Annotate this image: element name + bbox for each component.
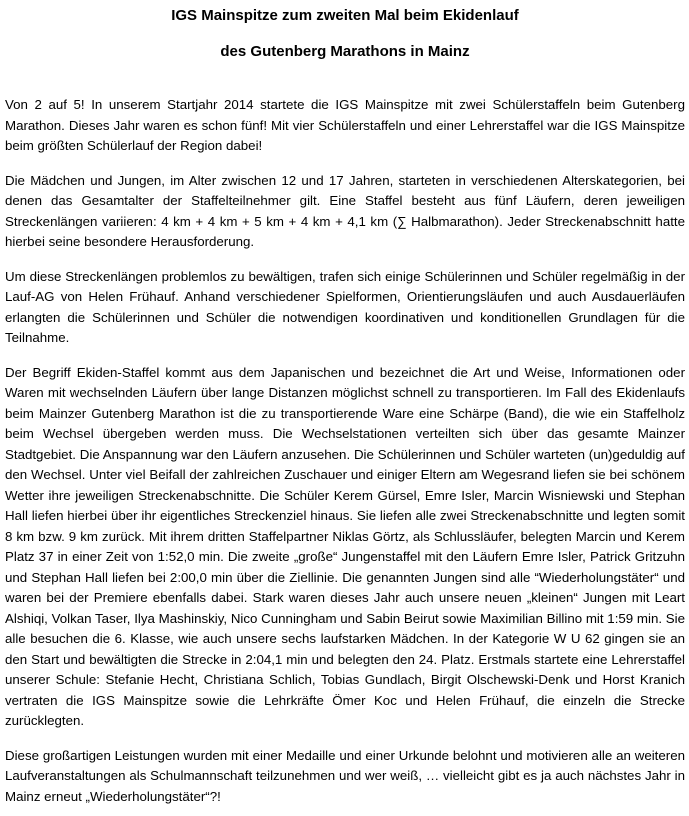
document-body xyxy=(5,95,685,807)
paragraph-race-report: Der Begriff Ekiden-Staffel kommt aus dem Japanischen und bezeichnet die Art und Weise, Informationen oder Waren mit wechselnden Läufern über lange Distanzen möglichst schnell zu transportieren. Im Fall des Ekidenlaufs beim Mainzer Gutenberg Marathon ist die zu transportierende Ware eine Schärpe (Band), die wie ein Staffelholz beim Wechsel übergeben werden muss. Die Wechselstationen verteilten sich über das gesamte Mainzer Stadtgebiet. Die Anspannung war den Läufern anzusehen. Die Schülerinnen und Schüler warteten (un)geduldig auf den Wechsel. Unter viel Beifall der zahlreichen Zuschauer und einiger Eltern am Wegesrand liefen sie bei schönem Wetter ihre jeweiligen Streckenabschnitte. Die Schüler Kerem Gürsel, Emre Isler, Marcin Wisniewski und Stephan Hall liefen hierbei über ihr eigentliches Streckenziel hinaus. Sie liefen alle zwei Streckenabschnitte und legten somit 8 km bzw. 9 km zurück. Mit ihrem dritten Staffelpartner Niklas Görtz, als Schlussläufer, belegten Marcin und Kerem Platz 37 in einer Zeit von 1:52,0 min. Die zweite „große“ Jungenstaffel mit den Läufern Emre Isler, Patrick Gritzuhn und Stephan Hall liefen bei 2:00,0 min über die Ziellinie. Die genannten Jungen sind alle “Wiederholungstäter“ und waren bei der Premiere ebenfalls dabei. Stark waren dieses Jahr auch unsere neuen „kleinen“ Jungen mit Leart Alshiqi, Volkan Taser, Ilya Mashinskiy, Nico Cunningham und Sabin Beirut sowie Maximilian Billino mit 1:59 min. Sie alle besuchen die 6. Klasse, wie auch unsere sechs laufstarken Mädchen. In der Kategorie W U 62 gingen sie an den Start und bewältigten die Strecke in 2:04,1 min und belegten den 24. Platz. Erstmals startete eine Lehrerstaffel unserer Schule: Stefanie Hecht, Christiana Schlich, Tobias Gundlach, Birgit Olschewski-Denk und Horst Kranich vertraten die IGS Mainspitze sowie die Lehrkräfte Ömer Koc und Helen Frühauf, die einzeln die Strecke zurücklegten. xyxy=(5,364,685,728)
document-title-line-2: des Gutenberg Marathons in Mainz xyxy=(220,43,470,60)
paragraph-intro: Von 2 auf 5! In unserem Startjahr 2014 startete die IGS Mainspitze mit zwei Schülerstaffeln beim Gutenberg Marathon. Dieses Jahr waren es schon fünf! Mit vier Schülerstaffeln und einer Lehrerstaffel war die IGS Mainspitze beim größten Schülerlauf der Region dabei! xyxy=(5,97,685,153)
paragraph-categories: Die Mädchen und Jungen, im Alter zwischen 12 und 17 Jahren, starteten in verschiedenen Alterskategorien, bei denen das Gesamtalter der Staffelteilnehmer gilt. Eine Staffel besteht aus fünf Läufern, deren jeweiligen Streckenlängen variieren: 4 km + 4 km + 5 km + 4 km + 4,1 km (∑ Halbmarathon). Jeder Streckenabschnitt hatte hierbei seine besondere Herausforderung. xyxy=(5,172,685,249)
document-title-line-1: IGS Mainspitze zum zweiten Mal beim Ekidenlauf xyxy=(171,7,519,24)
paragraph-conclusion: Diese großartigen Leistungen wurden mit einer Medaille und einer Urkunde belohnt und motivieren alle an weiteren Laufveranstaltungen als Schulmannschaft teilzunehmen und wer weiß, … vielleicht gibt es ja auch nächstes Jahr in Mainz erneut „Wiederholungstäter“?! xyxy=(5,747,685,804)
paragraph-training: Um diese Streckenlängen problemlos zu bewältigen, trafen sich einige Schülerinnen und Schüler regelmäßig in der Lauf-AG von Helen Frühauf. Anhand verschiedener Spielformen, Orientierungsläufen und auch Ausdauerläufen erlangten die Schülerinnen und Schüler die notwendigen koordinativen und konditionellen Grundlagen für die Teilnahme. xyxy=(5,268,685,345)
